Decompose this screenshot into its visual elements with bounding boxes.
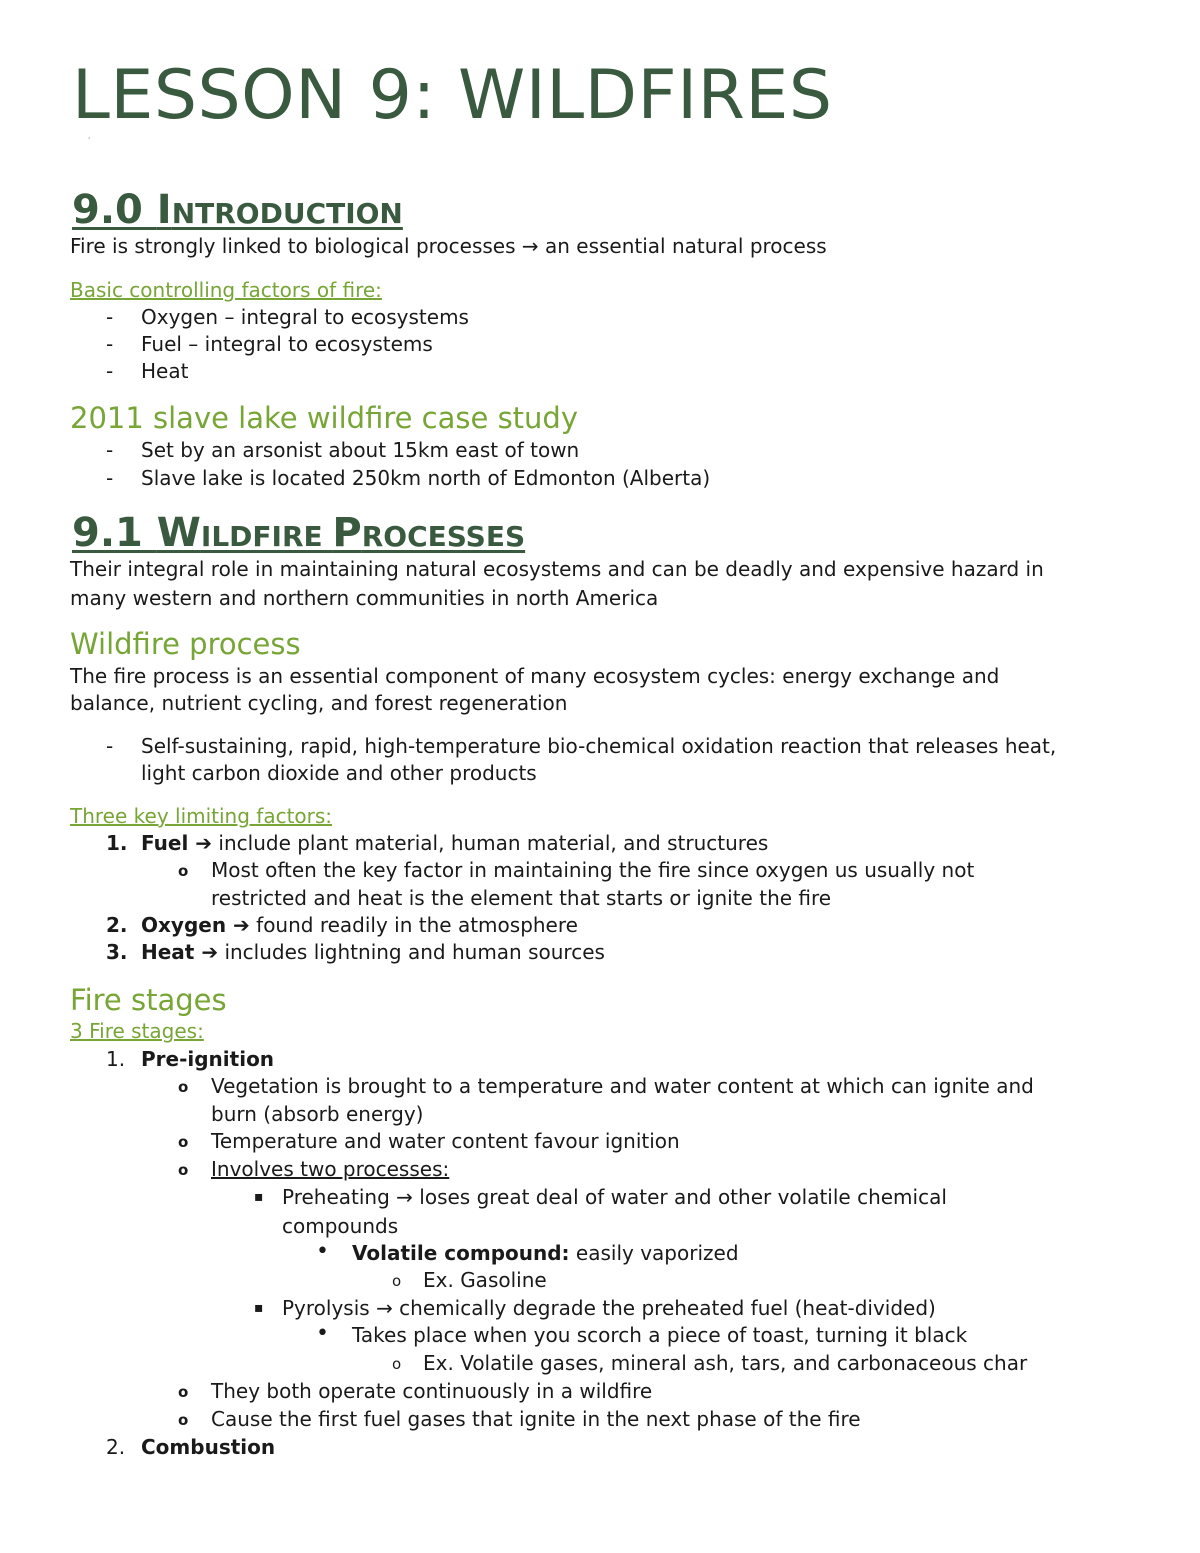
circle-bullet-icon: o [178,1161,189,1179]
limiting-factors-heading: Three key limiting factors: [70,804,333,828]
item-bold: Heat [141,940,202,964]
level5-item: Ex. Volatile gases, mineral ash, tars, and carbonaceous char [423,1351,1028,1375]
circle-bullet-icon: o [178,1411,189,1429]
section-number: 9.0 [72,187,157,233]
sub-sub-item: Pyrolysis → chemically degrade the preheated fuel (heat-divided) [282,1296,936,1320]
list-item [141,833,768,853]
sub-item: Involves two processes: [211,1157,450,1181]
sub-item: They both operate continuously in a wildfire [211,1379,653,1403]
fire-stages-heading: Fire stages [70,983,227,1017]
list-item: Set by an arsonist about 15km east of town [141,438,580,462]
sub-item-continuation: restricted and heat is the element that starts or ignite the fire [211,886,832,910]
sub-item: Cause the first fuel gases that ignite in the next phase of the fire [211,1407,861,1431]
sub-item: Temperature and water content favour ignition [211,1129,680,1153]
heading-cap: P [332,510,362,556]
paragraph-line: The fire process is an essential component of many ecosystem cycles: energy exchange and [70,664,1000,688]
circle-bullet-icon: o [178,1133,189,1151]
heading-cap: W [156,510,201,556]
level4-item: Takes place when you scorch a piece of toast, turning it black [352,1323,968,1347]
dash-marker: - [106,466,114,490]
heading-smallcaps: NTRODUCTION [171,197,403,230]
intro-line: Fire is strongly linked to biological processes → an essential natural process [70,234,827,258]
level4-item [352,1243,739,1263]
list-item [141,915,578,935]
item-text: include plant material, human material, and structures [212,831,769,855]
item-bold: Oxygen [141,913,234,937]
stray-mark: ' [88,136,91,145]
list-number: 1. [106,831,128,855]
list-item: Slave lake is located 250km north of Edmonton (Alberta) [141,466,711,490]
paragraph-line: balance, nutrient cycling, and forest regeneration [70,691,568,715]
fire-stages-subheading: 3 Fire stages: [70,1019,204,1043]
heading-cap: I [156,187,172,233]
paragraph-line: Their integral role in maintaining natural ecosystems and can be deadly and expensive hazard in [70,557,1044,581]
arrow-icon: ➔ [195,831,213,855]
sub-item-continuation: burn (absorb energy) [211,1102,424,1126]
circle-bullet-icon: o [178,1383,189,1401]
bullet-icon: • [316,1321,329,1346]
section-9-0-heading [72,187,403,233]
list-item: Fuel – integral to ecosystems [141,332,433,356]
sub-sub-item: Preheating → loses great deal of water and other volatile chemical [282,1185,947,1209]
square-bullet-icon: ▪ [254,1189,264,1205]
circle-bullet-icon: o [178,1078,189,1096]
list-number: 2. [106,913,128,937]
list-item: Heat [141,359,189,383]
item-text: includes lightning and human sources [218,940,605,964]
dash-marker: - [106,359,114,383]
list-item-continuation: light carbon dioxide and other products [141,761,537,785]
arrow-icon: ➔ [201,940,219,964]
list-number: 3. [106,940,128,964]
stage-label: Pre-ignition [141,1047,275,1071]
circle-bullet-icon: o [392,1272,402,1290]
section-9-1-heading [72,510,526,556]
list-item: Self-sustaining, rapid, high-temperature bio-chemical oxidation reaction that releases heat, [141,734,1057,758]
lesson-title: LESSON 9: WILDFIRES [72,56,833,135]
list-item [141,942,605,962]
square-bullet-icon: ▪ [254,1300,264,1316]
heading-smallcaps: ROCESSES [361,520,526,553]
list-item: Oxygen – integral to ecosystems [141,305,469,329]
item-bold: Fuel [141,831,196,855]
arrow-icon: ➔ [233,913,250,937]
paragraph-line: many western and northern communities in north America [70,586,659,610]
dash-marker: - [106,332,114,356]
dash-marker: - [106,305,114,329]
stage-label: Combustion [141,1435,276,1459]
sub-sub-item-continuation: compounds [282,1214,399,1238]
heading-smallcaps: ILDFIRE [200,520,333,553]
item-text: found readily in the atmosphere [249,913,578,937]
dash-marker: - [106,734,114,758]
section-number: 9.1 [72,510,157,556]
sub-item: Vegetation is brought to a temperature and water content at which can ignite and [211,1074,1034,1098]
basic-factors-heading: Basic controlling factors of fire: [70,278,382,302]
dash-marker: - [106,438,114,462]
circle-bullet-icon: o [178,862,189,880]
sub-item: Most often the key factor in maintaining the fire since oxygen us usually not [211,858,975,882]
wildfire-process-heading: Wildfire process [70,627,301,661]
case-study-heading: 2011 slave lake wildfire case study [70,401,578,435]
circle-bullet-icon: o [392,1355,402,1373]
bullet-icon: • [316,1239,329,1264]
list-number: 1. [106,1047,126,1071]
list-number: 2. [106,1435,126,1459]
level5-item: Ex. Gasoline [423,1268,547,1292]
item-bold: Volatile compound: [352,1241,570,1265]
item-text: easily vaporized [569,1241,739,1265]
